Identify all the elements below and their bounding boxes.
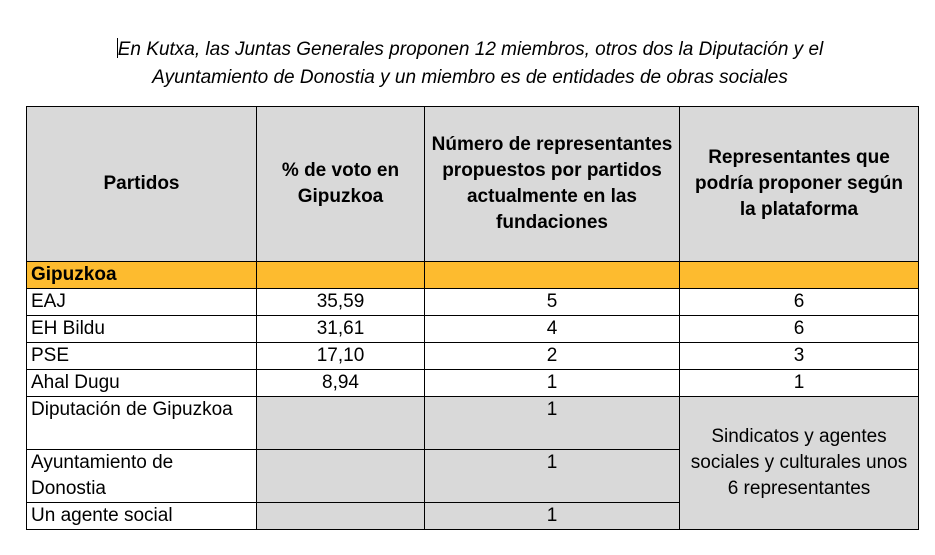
table-row <box>27 370 919 397</box>
numero-cell: 1 <box>425 450 680 503</box>
table-row <box>27 397 919 450</box>
caption-line-2: Ayuntamiento de Donostia y un miembro es de entidades de obras sociales <box>152 67 788 88</box>
numero-cell: 1 <box>425 370 680 397</box>
partido-cell: EH Bildu <box>27 316 257 343</box>
partido-cell: Un agente social <box>27 503 257 530</box>
representantes-cell: 3 <box>680 343 919 370</box>
partido-cell: EAJ <box>27 289 257 316</box>
representantes-cell: 6 <box>680 289 919 316</box>
voto-cell: 8,94 <box>257 370 425 397</box>
region-row <box>27 262 919 289</box>
voto-cell: 17,10 <box>257 343 425 370</box>
numero-cell: 5 <box>425 289 680 316</box>
voto-cell <box>257 450 425 503</box>
header-row <box>27 107 919 262</box>
table-caption <box>30 36 910 92</box>
partido-cell: PSE <box>27 343 257 370</box>
table-row <box>27 316 919 343</box>
voto-cell <box>257 503 425 530</box>
header-representantes: Representantes que podría proponer según la plataforma <box>680 107 919 262</box>
table-row <box>27 289 919 316</box>
header-partidos: Partidos <box>27 107 257 262</box>
region-label: Gipuzkoa <box>27 262 257 289</box>
voto-cell: 35,59 <box>257 289 425 316</box>
representantes-cell: 1 <box>680 370 919 397</box>
partido-cell: Ahal Dugu <box>27 370 257 397</box>
partido-cell: Diputación de Gipuzkoa <box>27 397 257 450</box>
note-cell: Sindicatos y agentes sociales y culturales unos 6 representantes <box>680 397 919 530</box>
caption-line-1: En Kutxa, las Juntas Generales proponen 12 miembros, otros dos la Diputación y el <box>117 39 824 60</box>
voto-cell: 31,61 <box>257 316 425 343</box>
representantes-cell: 6 <box>680 316 919 343</box>
table-row <box>27 343 919 370</box>
representatives-table <box>26 106 919 530</box>
header-voto: % de voto en Gipuzkoa <box>257 107 425 262</box>
header-numero: Número de representantes propuestos por partidos actualmente en las fundaciones <box>425 107 680 262</box>
numero-cell: 1 <box>425 397 680 450</box>
numero-cell: 1 <box>425 503 680 530</box>
partido-cell: Ayuntamiento de Donostia <box>27 450 257 503</box>
numero-cell: 4 <box>425 316 680 343</box>
numero-cell: 2 <box>425 343 680 370</box>
voto-cell <box>257 397 425 450</box>
